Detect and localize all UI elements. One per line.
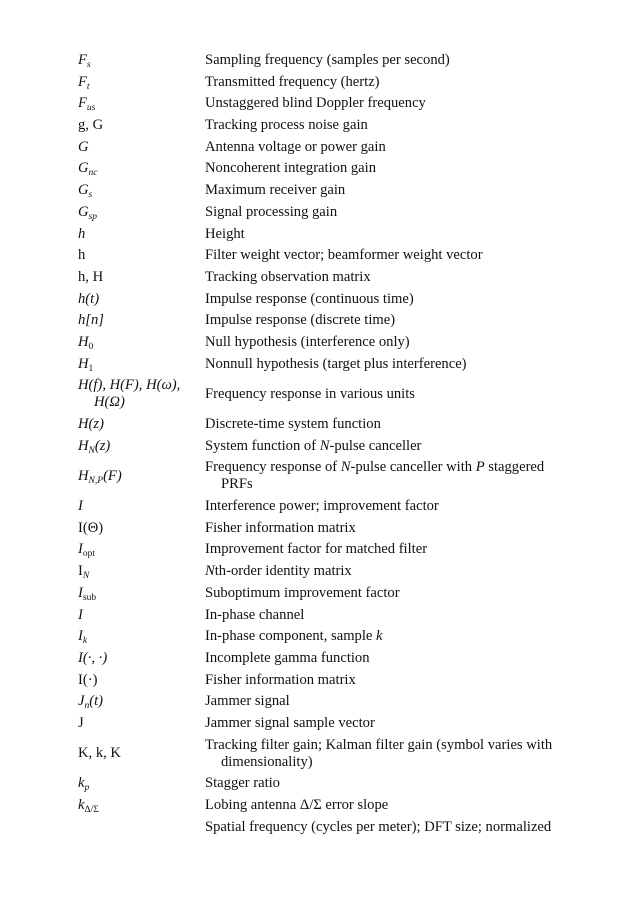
definition-cell: Jammer signal (205, 693, 290, 710)
glossary-row (78, 583, 598, 605)
definition-cell: Stagger ratio (205, 775, 280, 792)
symbol-cell: J (78, 714, 84, 731)
glossary-row (78, 158, 598, 180)
glossary-row (78, 561, 598, 583)
definition-cell: Signal processing gain (205, 203, 338, 220)
symbol-cell: $F_s$ (78, 52, 91, 70)
definition-cell: Antenna voltage or power gain (205, 138, 386, 155)
definition-cell: In-phase channel (205, 606, 305, 623)
definition-cell: In-phase component, sample k (205, 628, 383, 645)
definition-cell: Fisher information matrix (205, 519, 356, 536)
glossary-row (78, 332, 598, 354)
symbol-cell: $H_1$ (78, 355, 94, 374)
symbol-cell: I (78, 498, 83, 515)
glossary-table (78, 50, 598, 838)
symbol-cell: g, G (78, 117, 104, 134)
glossary-row (78, 436, 598, 458)
glossary-row (78, 224, 598, 246)
glossary-row (78, 289, 598, 311)
glossary-row (78, 267, 598, 289)
symbol-cell: $G_s$ (78, 182, 93, 201)
definition-cell: Nth-order identity matrix (205, 563, 352, 580)
definition-cell: Unstaggered blind Doppler frequency (205, 95, 426, 112)
glossary-row (78, 518, 598, 540)
definition-cell: Transmitted frequency (hertz) (205, 73, 380, 90)
symbol-cell: $I_k$ (78, 628, 88, 647)
symbol-cell: h(t) (78, 290, 100, 307)
definition-cell: Impulse response (discrete time) (205, 312, 396, 329)
symbol-cell: $I_{opt}$ (78, 541, 96, 560)
symbol-cell: $F_{us}$ (78, 95, 96, 114)
glossary-row (78, 310, 598, 332)
definition-cell: Lobing antenna Δ/Σ error slope (205, 797, 389, 813)
symbol-cell: $k_{\Delta/\Sigma}$ (78, 797, 99, 815)
symbol-cell (78, 817, 205, 839)
definition-cell: Height (205, 225, 245, 242)
symbol-cell: G (78, 138, 89, 155)
symbol-cell: h (78, 225, 86, 242)
glossary-row (78, 375, 598, 414)
symbol-cell: $G_{sp}$ (78, 203, 97, 222)
glossary-row (78, 93, 598, 115)
symbol-cell: I(·, ·) (78, 649, 108, 666)
definition-cell: Spatial frequency (cycles per meter); DFT size; normalized (205, 818, 552, 835)
glossary-row (78, 670, 598, 692)
definition-cell: Improvement factor for matched filter (205, 541, 428, 558)
definition-cell: Incomplete gamma function (205, 649, 370, 666)
glossary-row (78, 691, 598, 713)
symbol-cell: h, H (78, 268, 104, 285)
symbol-cell: I(Θ) (78, 519, 104, 536)
symbol-cell: $I_{sub}$ (78, 584, 97, 603)
glossary-row (78, 414, 598, 436)
definition-cell: Tracking filter gain; Kalman filter gain (symbol varies with dimensionality) (205, 736, 553, 770)
definition-cell: System function of N-pulse canceller (205, 437, 422, 454)
glossary-row (78, 773, 598, 795)
definition-cell: Suboptimum improvement factor (205, 584, 400, 601)
definition-cell: Frequency response in various units (205, 385, 415, 402)
definition-cell: Noncoherent integration gain (205, 160, 377, 177)
glossary-row (78, 605, 598, 627)
glossary-row (78, 354, 598, 376)
symbol-cell: H(f), H(F), H(ω), H(Ω) (78, 377, 181, 411)
glossary-row (78, 735, 598, 774)
symbol-cell: I(·) (78, 671, 98, 688)
glossary-row (78, 50, 598, 72)
symbol-cell: $J_n(t)$ (78, 693, 104, 712)
symbol-cell: $k_p$ (78, 775, 90, 794)
symbol-cell: K, k, K (78, 745, 121, 762)
definition-cell: Maximum receiver gain (205, 182, 346, 199)
symbol-cell: $I_N$ (78, 563, 90, 582)
glossary-row (78, 202, 598, 224)
symbol-cell: I (78, 606, 83, 623)
symbol-cell: $H_{N,P}(F)$ (78, 467, 122, 486)
definition-cell: Sampling frequency (samples per second) (205, 52, 450, 68)
symbol-cell: h (78, 247, 86, 264)
symbol-cell: $G_{nc}$ (78, 160, 98, 179)
definition-cell: Fisher information matrix (205, 671, 356, 688)
symbol-cell: $F_t$ (78, 73, 90, 92)
definition-cell: Impulse response (continuous time) (205, 290, 414, 307)
glossary-row (78, 713, 598, 735)
definition-cell: Tracking observation matrix (205, 268, 371, 285)
definition-cell: Filter weight vector; beamformer weight vector (205, 247, 483, 264)
symbol-cell: $H_N(z)$ (78, 437, 111, 456)
glossary-row (78, 115, 598, 137)
symbol-cell: H(z) (78, 416, 104, 432)
glossary-row (78, 457, 598, 496)
symbol-cell: h[n] (78, 312, 104, 329)
glossary-row (78, 795, 598, 817)
glossary-row (78, 496, 598, 518)
definition-cell: Discrete-time system function (205, 416, 381, 432)
definition-cell: Jammer signal sample vector (205, 714, 375, 731)
symbol-cell: $H_0$ (78, 333, 94, 352)
glossary-row (78, 137, 598, 159)
glossary-row (78, 539, 598, 561)
definition-cell: Nonnull hypothesis (target plus interference) (205, 355, 467, 372)
definition-cell: Tracking process noise gain (205, 117, 368, 134)
definition-cell: Interference power; improvement factor (205, 498, 439, 515)
definition-cell: Frequency response of N-pulse canceller with P staggered PRFs (205, 459, 545, 493)
definition-cell: Null hypothesis (interference only) (205, 333, 410, 350)
glossary-row (78, 817, 598, 839)
glossary-row (78, 180, 598, 202)
glossary-row (78, 626, 598, 648)
glossary-row (78, 648, 598, 670)
glossary-row (78, 245, 598, 267)
glossary-row (78, 72, 598, 94)
